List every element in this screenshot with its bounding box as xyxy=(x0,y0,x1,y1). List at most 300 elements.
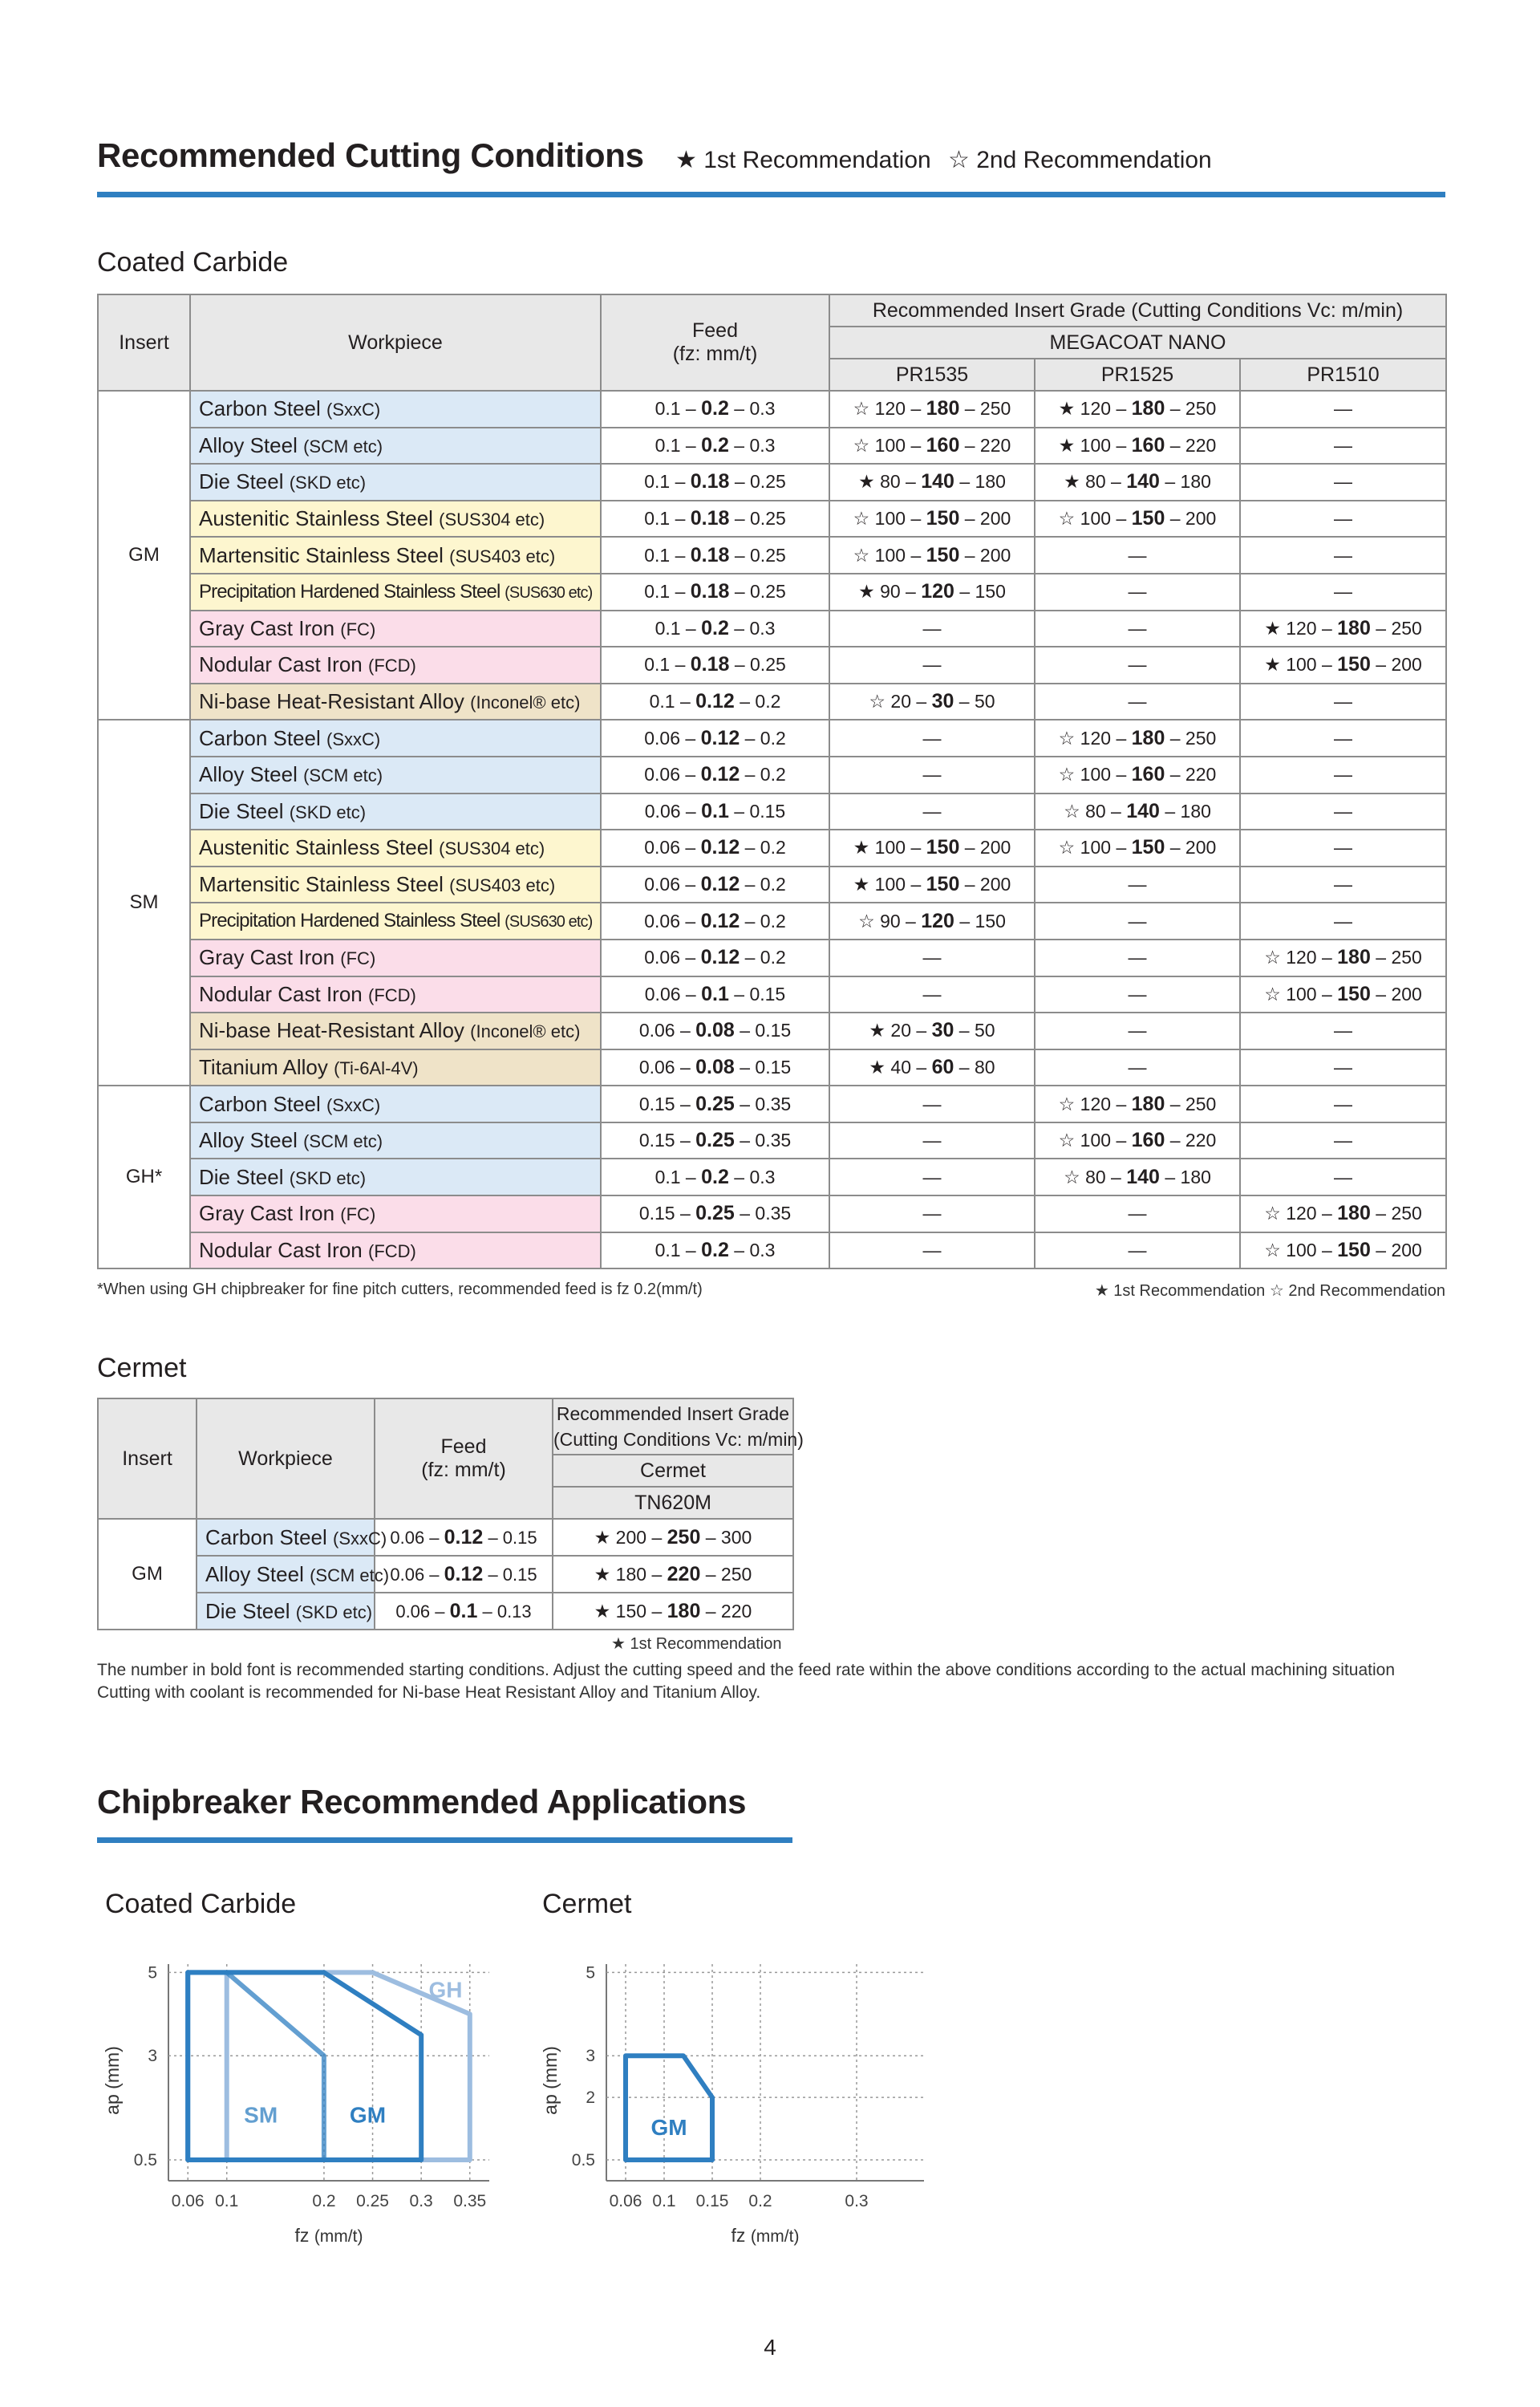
grade2-cell xyxy=(1035,757,1240,794)
workpiece-designation: (SxxC) xyxy=(333,1528,387,1549)
notes xyxy=(97,1659,1461,1704)
grade2-cell xyxy=(1035,391,1240,428)
grade2-cell-min: ☆ 80 – xyxy=(1064,1166,1127,1187)
y-tick-label: 0.5 xyxy=(571,2151,595,2170)
workpiece-cell xyxy=(190,574,601,611)
feed-cell-min: 0.1 – xyxy=(644,581,691,603)
grade2-cell-rec: 160 xyxy=(1131,433,1165,457)
x-axis-label: fz (mm/t) xyxy=(294,2225,363,2246)
grade3-cell-rec: 180 xyxy=(1337,1202,1371,1225)
workpiece-name: Ni-base Heat-Resistant Alloy xyxy=(199,689,464,714)
grade1-cell xyxy=(829,903,1035,940)
cermet-grade-cell-rec: 220 xyxy=(667,1562,701,1585)
feed-cell xyxy=(601,537,829,574)
x-tick-label: 0.15 xyxy=(695,2192,729,2210)
applications-charts xyxy=(0,1926,1540,2246)
grade1-cell-max: – 180 xyxy=(954,471,1006,493)
grade2-cell-max: – 220 xyxy=(1165,1130,1217,1151)
feed-cell xyxy=(601,1013,829,1049)
feed-cell-rec: 0.12 xyxy=(700,726,740,749)
grade2-cell xyxy=(1035,940,1240,976)
feed-cell xyxy=(601,428,829,465)
table-row xyxy=(98,611,1446,647)
feed-cell-max: – 0.2 xyxy=(740,837,786,858)
workpiece-cell xyxy=(190,1159,601,1195)
grade3-cell-min: ☆ 120 – xyxy=(1264,1203,1338,1224)
grade1-cell-max: – 200 xyxy=(959,544,1011,566)
workpiece-designation: (SUS304 etc) xyxy=(439,509,545,530)
feed-cell-max: – 0.35 xyxy=(734,1093,792,1114)
grade2-cell-rec: 140 xyxy=(1126,1165,1160,1188)
grade1-cell-rec: 150 xyxy=(926,507,960,530)
grade1-cell-rec: 160 xyxy=(926,433,960,457)
feed-cell-min: 0.1 – xyxy=(654,398,702,420)
title-underline xyxy=(97,192,1445,197)
table-row xyxy=(98,720,1446,757)
cermet-feed-min: 0.06 – xyxy=(390,1527,444,1548)
feed-cell-rec: 0.2 xyxy=(701,433,729,457)
region-sm xyxy=(188,1972,324,2160)
x-tick-label: 0.06 xyxy=(609,2192,642,2210)
grade1-cell-min: — xyxy=(922,800,942,822)
note-bold-font: The number in bold font is recommended starting conditions. Adjust the cutting speed and the feed rate within the above conditions according to the actual machining situation xyxy=(97,1661,1395,1679)
table-row xyxy=(98,830,1446,867)
col-workpiece: Workpiece xyxy=(190,294,601,391)
y-tick-label: 2 xyxy=(586,2088,595,2108)
grade1-cell xyxy=(829,1049,1035,1086)
grade2-cell-min: — xyxy=(1128,874,1147,895)
grade3-cell-min: ★ 100 – xyxy=(1264,654,1338,676)
workpiece-name: Precipitation Hardened Stainless Steel xyxy=(199,910,500,932)
grade3-cell-rec: 150 xyxy=(1337,1238,1371,1261)
cermet-feed-cell xyxy=(375,1593,553,1630)
workpiece-name: Alloy Steel xyxy=(199,762,298,787)
feed-cell-max: – 0.15 xyxy=(734,1020,792,1041)
feed-cell-rec: 0.18 xyxy=(690,653,730,676)
grade1-cell xyxy=(829,1232,1035,1269)
grade1-cell-min: — xyxy=(922,983,942,1005)
workpiece-designation: (FCD) xyxy=(368,984,416,1005)
col-feed-line2: (fz: mm/t) xyxy=(672,343,758,365)
feed-cell-min: 0.06 – xyxy=(644,837,701,858)
grade1-cell-min: — xyxy=(922,764,942,785)
cermet-col-grade xyxy=(553,1398,804,1455)
grade2-cell-rec: 150 xyxy=(1131,507,1165,530)
carbide-footnote: *When using GH chipbreaker for fine pitch cutters, recommended feed is fz 0.2(mm/t) xyxy=(97,1281,703,1298)
workpiece-cell xyxy=(190,1013,601,1049)
cermet-feed-min: 0.06 – xyxy=(395,1601,450,1622)
workpiece-cell xyxy=(190,464,601,501)
grade2-cell-min: ★ 120 – xyxy=(1058,398,1132,420)
grade1-cell xyxy=(829,537,1035,574)
grade3-cell-min: ★ 120 – xyxy=(1264,617,1338,639)
grade2-cell-min: ☆ 120 – xyxy=(1058,1093,1132,1114)
workpiece-cell xyxy=(190,940,601,976)
workpiece-name: Die Steel xyxy=(205,1598,290,1623)
cermet-grade-cell-rec: 180 xyxy=(667,1599,701,1622)
grade1-cell-rec: 150 xyxy=(926,836,960,859)
cermet-col-series: Cermet xyxy=(553,1455,793,1487)
table-row xyxy=(98,464,1446,501)
feed-cell-min: 0.06 – xyxy=(644,947,701,968)
page-number: 4 xyxy=(764,2335,776,2360)
cermet-feed-rec: 0.1 xyxy=(449,1599,478,1622)
feed-cell xyxy=(601,757,829,794)
cermet-feed-cell xyxy=(375,1556,553,1593)
grade3-cell xyxy=(1240,611,1446,647)
grade3-cell-min: — xyxy=(1334,1020,1352,1041)
workpiece-name: Carbon Steel xyxy=(199,725,321,750)
grade3-cell-max: – 250 xyxy=(1370,617,1422,639)
applications-underline xyxy=(97,1837,792,1843)
feed-cell xyxy=(601,720,829,757)
grade2-cell-rec: 150 xyxy=(1131,836,1165,859)
grade2-cell xyxy=(1035,1086,1240,1122)
grade2-cell xyxy=(1035,428,1240,465)
cermet-feed-max: – 0.15 xyxy=(483,1527,537,1548)
feed-cell-min: 0.06 – xyxy=(638,1020,696,1041)
feed-cell-max: – 0.15 xyxy=(728,800,786,822)
cermet-col-feed xyxy=(375,1398,553,1519)
cermet-grade-cell-rec: 250 xyxy=(667,1525,701,1549)
x-tick-label: 0.06 xyxy=(171,2192,205,2210)
grade2-cell xyxy=(1035,1232,1240,1269)
feed-cell xyxy=(601,611,829,647)
feed-cell xyxy=(601,1159,829,1195)
feed-cell xyxy=(601,1086,829,1122)
grade2-cell xyxy=(1035,684,1240,720)
grade3-cell-min: — xyxy=(1334,471,1352,493)
workpiece-cell xyxy=(190,1086,601,1122)
table-row xyxy=(98,501,1446,538)
col-feed-line1: Feed xyxy=(692,319,738,342)
grade3-cell xyxy=(1240,684,1446,720)
feed-cell xyxy=(601,574,829,611)
x-tick-label: 0.25 xyxy=(356,2192,389,2210)
table-row xyxy=(98,1122,1446,1159)
workpiece-designation: (SKD etc) xyxy=(289,802,367,822)
grade3-cell xyxy=(1240,940,1446,976)
workpiece-designation: (FCD) xyxy=(368,656,416,676)
grade2-cell xyxy=(1035,1195,1240,1232)
workpiece-name: Martensitic Stainless Steel xyxy=(199,872,444,897)
grade1-cell-min: — xyxy=(922,617,942,639)
cermet-grade-cell-max: – 300 xyxy=(700,1526,752,1548)
feed-cell-min: 0.1 – xyxy=(644,508,691,530)
grade2-cell xyxy=(1035,1049,1240,1086)
feed-cell-rec: 0.1 xyxy=(701,982,729,1005)
workpiece-designation: (SUS403 etc) xyxy=(449,546,556,566)
grade2-cell xyxy=(1035,611,1240,647)
region-label-gh: GH xyxy=(428,1977,463,2003)
grade2-cell-max: – 180 xyxy=(1159,800,1211,822)
feed-cell-min: 0.1 – xyxy=(644,544,691,566)
grade3-cell-min: — xyxy=(1334,434,1352,456)
feed-cell-max: – 0.3 xyxy=(728,398,776,420)
workpiece-cell xyxy=(190,501,601,538)
grade1-cell-max: – 80 xyxy=(954,1056,995,1078)
grade2-cell-rec: 160 xyxy=(1131,763,1165,786)
feed-cell-min: 0.06 – xyxy=(644,800,702,822)
grade1-cell-min: — xyxy=(922,727,942,749)
feed-cell-min: 0.15 – xyxy=(638,1093,696,1114)
grade2-cell xyxy=(1035,976,1240,1013)
workpiece-cell xyxy=(190,1232,601,1269)
workpiece-designation: (Inconel® etc) xyxy=(470,692,581,713)
grade1-cell-min: — xyxy=(922,1203,942,1224)
grade1-cell-min: ☆ 90 – xyxy=(858,910,922,932)
workpiece-name: Gray Cast Iron xyxy=(199,945,335,970)
note-coolant: Cutting with coolant is recommended for Ni-base Heat Resistant Alloy and Titanium Alloy. xyxy=(97,1683,761,1702)
grade1-cell-min: ☆ 100 – xyxy=(853,544,926,566)
feed-cell-rec: 0.18 xyxy=(690,470,730,493)
y-tick-label: 3 xyxy=(148,2047,157,2066)
grade2-cell-min: — xyxy=(1128,947,1147,968)
cermet-feed-rec: 0.12 xyxy=(444,1525,484,1549)
grade2-cell-min: ☆ 120 – xyxy=(1058,727,1132,749)
grade2-cell-min: — xyxy=(1128,617,1147,639)
grade2-cell-max: – 220 xyxy=(1165,434,1217,456)
grade1-cell xyxy=(829,501,1035,538)
feed-cell-max: – 0.3 xyxy=(728,1166,776,1187)
grade2-cell-min: — xyxy=(1128,1020,1147,1041)
workpiece-name: Austenitic Stainless Steel xyxy=(199,835,433,860)
grade2-cell-min: ☆ 100 – xyxy=(1058,837,1132,858)
workpiece-name: Carbon Steel xyxy=(199,1091,321,1116)
feed-cell-max: – 0.2 xyxy=(740,910,786,932)
feed-cell-rec: 0.18 xyxy=(690,580,730,603)
cermet-col-insert: Insert xyxy=(98,1398,197,1519)
table-row xyxy=(98,1159,1446,1195)
feed-cell xyxy=(601,684,829,720)
x-tick-label: 0.1 xyxy=(215,2192,239,2210)
grade3-cell-min: — xyxy=(1334,544,1352,566)
cermet-grade-cell-max: – 220 xyxy=(700,1600,752,1622)
cermet-col-grade-line2: (Cutting Conditions Vc: m/min) xyxy=(553,1429,804,1450)
grade1-cell-rec: 30 xyxy=(931,690,954,713)
grade1-cell-min: ★ 90 – xyxy=(858,581,922,603)
grade1-cell-min: — xyxy=(922,1093,942,1114)
workpiece-name: Nodular Cast Iron xyxy=(199,1237,363,1262)
feed-cell-max: – 0.2 xyxy=(740,764,786,785)
y-axis-label: ap (mm) xyxy=(102,2046,123,2115)
grade2-cell xyxy=(1035,1013,1240,1049)
feed-cell-max: – 0.2 xyxy=(740,947,786,968)
grade3-cell xyxy=(1240,1122,1446,1159)
feed-cell-min: 0.1 – xyxy=(644,654,691,676)
x-tick-label: 0.35 xyxy=(453,2192,487,2210)
feed-cell-rec: 0.08 xyxy=(695,1055,735,1078)
workpiece-designation: (SCM etc) xyxy=(303,436,383,457)
grade1-cell xyxy=(829,1159,1035,1195)
grade3-cell xyxy=(1240,1159,1446,1195)
feed-cell-min: 0.1 – xyxy=(654,617,702,639)
feed-cell-min: 0.06 – xyxy=(644,910,701,932)
x-tick-label: 0.3 xyxy=(409,2192,433,2210)
grade2-cell xyxy=(1035,537,1240,574)
workpiece-cell xyxy=(190,867,601,903)
feed-cell-rec: 0.25 xyxy=(695,1202,735,1225)
grade1-cell-max: – 200 xyxy=(959,874,1011,895)
col-grade: Recommended Insert Grade (Cutting Conditions Vc: m/min) xyxy=(829,294,1446,327)
workpiece-name: Carbon Steel xyxy=(199,396,321,421)
feed-cell-rec: 0.2 xyxy=(701,1238,729,1261)
grade1-cell-max: – 50 xyxy=(954,1020,995,1041)
feed-cell-rec: 0.12 xyxy=(700,763,740,786)
feed-cell-rec: 0.12 xyxy=(700,909,740,932)
workpiece-designation: (SKD etc) xyxy=(289,473,367,493)
table-row xyxy=(98,428,1446,465)
grade3-cell-min: — xyxy=(1334,910,1352,932)
feed-cell xyxy=(601,1232,829,1269)
grade2-cell-min: — xyxy=(1128,910,1147,932)
grade3-cell xyxy=(1240,1195,1446,1232)
cermet-feed-cell xyxy=(375,1519,553,1556)
grade1-cell xyxy=(829,794,1035,830)
cermet-grade-cell-min: ★ 150 – xyxy=(594,1600,667,1622)
grade2-cell-rec: 180 xyxy=(1131,397,1165,420)
feed-cell xyxy=(601,830,829,867)
feed-cell-max: – 0.3 xyxy=(728,434,776,456)
grade1-cell-min: — xyxy=(922,1130,942,1151)
grade3-cell-rec: 150 xyxy=(1337,653,1371,676)
grade2-cell-max: – 180 xyxy=(1159,471,1211,493)
feed-cell-min: 0.1 – xyxy=(654,1239,702,1260)
cermet-feed-rec: 0.12 xyxy=(444,1562,484,1585)
table-row xyxy=(98,1086,1446,1122)
grade2-cell-min: — xyxy=(1128,691,1147,712)
grade2-cell xyxy=(1035,830,1240,867)
feed-cell-rec: 0.08 xyxy=(695,1019,735,1042)
grade1-cell-min: — xyxy=(922,1239,942,1260)
x-tick-label: 0.1 xyxy=(652,2192,676,2210)
feed-cell-max: – 0.15 xyxy=(728,983,786,1005)
col-grade-1: PR1535 xyxy=(829,359,1035,391)
feed-cell-max: – 0.2 xyxy=(734,691,781,712)
table-row xyxy=(98,940,1446,976)
workpiece-name: Alloy Steel xyxy=(199,432,298,457)
grade1-cell-max: – 50 xyxy=(954,691,995,712)
grade2-cell-max: – 180 xyxy=(1159,1166,1211,1187)
y-tick-label: 5 xyxy=(148,1963,157,1983)
table-row xyxy=(98,794,1446,830)
feed-cell xyxy=(601,391,829,428)
grade1-cell-rec: 120 xyxy=(921,580,954,603)
cermet-table xyxy=(97,1398,804,1630)
grade2-cell-min: — xyxy=(1128,544,1147,566)
grade1-cell xyxy=(829,391,1035,428)
grade3-cell xyxy=(1240,1086,1446,1122)
workpiece-cell xyxy=(190,537,601,574)
grade1-cell-min: ☆ 100 – xyxy=(853,508,926,530)
grade1-cell-min: ★ 40 – xyxy=(869,1056,932,1078)
grade1-cell-rec: 150 xyxy=(926,873,960,896)
workpiece-designation: (FC) xyxy=(340,948,376,969)
chart-cermet-heading: Cermet xyxy=(542,1889,632,1919)
grade3-cell-min: ☆ 100 – xyxy=(1264,1239,1338,1260)
table-row xyxy=(98,976,1446,1013)
workpiece-designation: (SCM etc) xyxy=(303,1131,383,1152)
cermet-grade-cell-min: ★ 180 – xyxy=(594,1563,667,1585)
workpiece-name: Austenitic Stainless Steel xyxy=(199,506,433,531)
cermet-workpiece-cell xyxy=(197,1556,390,1593)
grade1-cell xyxy=(829,830,1035,867)
insert-gm: GM xyxy=(98,391,190,720)
grade2-cell-min: — xyxy=(1128,1056,1147,1078)
grade3-cell-min: — xyxy=(1334,1093,1352,1114)
insert-sm: SM xyxy=(98,720,190,1086)
table-row xyxy=(98,1556,793,1593)
workpiece-cell xyxy=(190,720,601,757)
grade1-cell xyxy=(829,647,1035,684)
grade2-cell-min: — xyxy=(1128,581,1147,603)
table-row xyxy=(98,1519,793,1556)
grade2-cell-max: – 250 xyxy=(1165,398,1217,420)
col-grade-2: PR1525 xyxy=(1035,359,1240,391)
grade1-cell-max: – 250 xyxy=(959,398,1011,420)
workpiece-name: Die Steel xyxy=(199,1164,284,1189)
feed-cell-max: – 0.2 xyxy=(740,874,786,895)
feed-cell xyxy=(601,903,829,940)
grade2-cell-min: — xyxy=(1128,1239,1147,1260)
grade1-cell-min: ★ 20 – xyxy=(869,1020,932,1041)
grade3-cell xyxy=(1240,1013,1446,1049)
feed-cell-max: – 0.15 xyxy=(734,1056,792,1078)
grade1-cell xyxy=(829,720,1035,757)
legend-second: ☆ 2nd Recommendation xyxy=(948,147,1212,173)
x-tick-label: 0.3 xyxy=(845,2192,869,2210)
grade1-cell xyxy=(829,1195,1035,1232)
grade2-cell-max: – 200 xyxy=(1165,837,1217,858)
feed-cell-rec: 0.12 xyxy=(695,690,735,713)
grade3-cell xyxy=(1240,1049,1446,1086)
grade1-cell-min: ☆ 20 – xyxy=(869,691,932,712)
grade1-cell-min: ★ 100 – xyxy=(853,874,926,895)
grade2-cell-min: ☆ 100 – xyxy=(1058,1130,1132,1151)
table-row xyxy=(98,1049,1446,1086)
chart-0 xyxy=(102,1963,489,2246)
col-series: MEGACOAT NANO xyxy=(829,327,1446,359)
feed-cell-max: – 0.25 xyxy=(729,654,786,676)
grade1-cell xyxy=(829,1122,1035,1159)
grade2-cell-rec: 180 xyxy=(1131,726,1165,749)
table-row xyxy=(98,757,1446,794)
grade1-cell xyxy=(829,757,1035,794)
table-row xyxy=(98,1013,1446,1049)
feed-cell-max: – 0.3 xyxy=(728,1239,776,1260)
grade2-cell-max: – 220 xyxy=(1165,764,1217,785)
workpiece-name: Nodular Cast Iron xyxy=(199,652,363,677)
grade1-cell-max: – 150 xyxy=(954,581,1006,603)
grade1-cell-rec: 140 xyxy=(921,470,954,493)
grade2-cell-min: ☆ 80 – xyxy=(1064,800,1127,822)
grade3-cell-min: — xyxy=(1334,727,1352,749)
feed-cell xyxy=(601,464,829,501)
workpiece-designation: (SCM etc) xyxy=(303,765,383,786)
grade2-cell-min: — xyxy=(1128,654,1147,676)
cermet-col-grade-name: TN620M xyxy=(553,1487,793,1519)
grade1-cell xyxy=(829,574,1035,611)
grade2-cell xyxy=(1035,794,1240,830)
workpiece-designation: (Ti-6Al-4V) xyxy=(334,1057,419,1078)
workpiece-name: Ni-base Heat-Resistant Alloy xyxy=(199,1018,464,1043)
feed-cell-min: 0.1 – xyxy=(654,1166,702,1187)
region-gm xyxy=(188,1972,421,2160)
grade2-cell xyxy=(1035,464,1240,501)
workpiece-name: Nodular Cast Iron xyxy=(199,981,363,1006)
workpiece-cell xyxy=(190,647,601,684)
grade2-cell xyxy=(1035,720,1240,757)
